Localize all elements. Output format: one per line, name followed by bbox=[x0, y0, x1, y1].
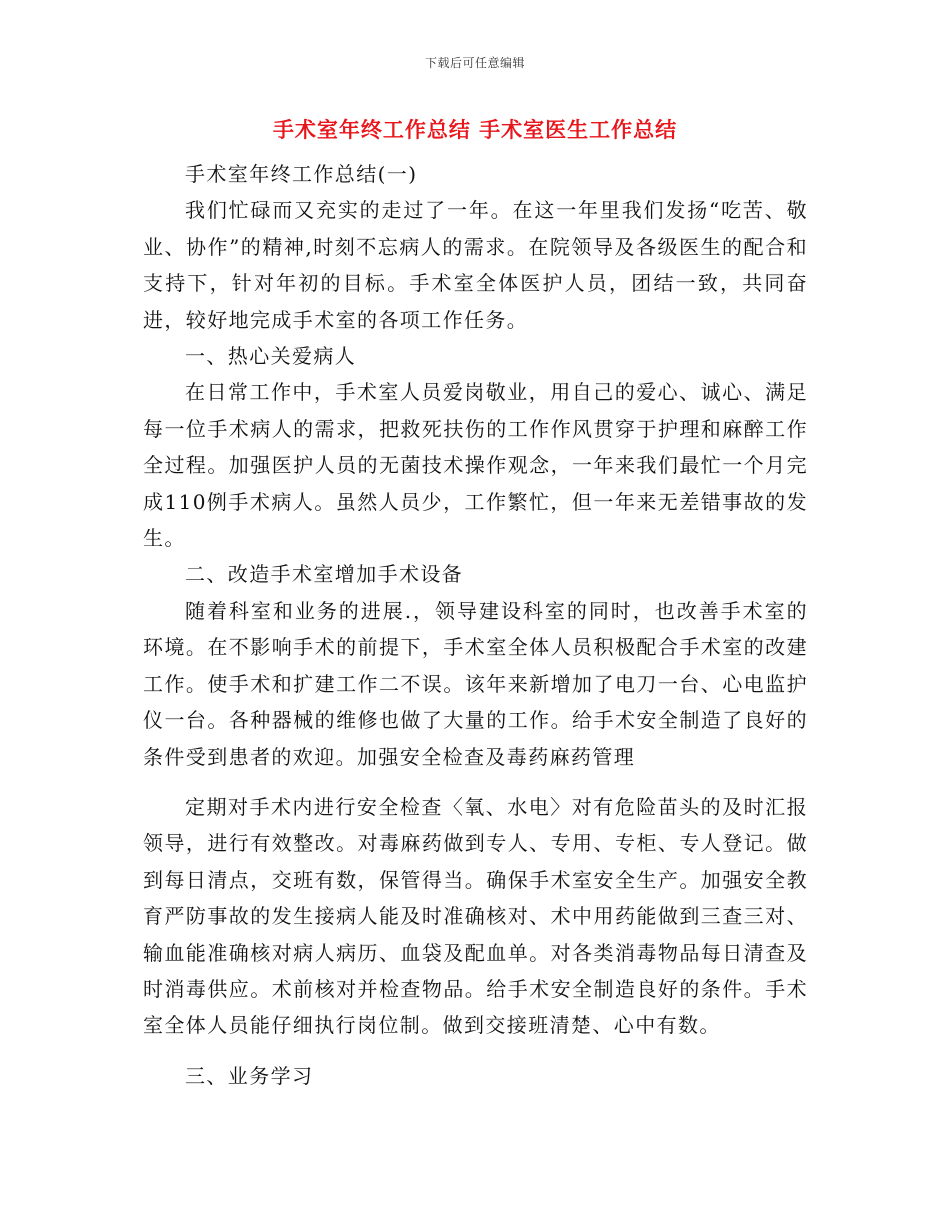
section-heading-2: 二、改造手术室增加手术设备 bbox=[185, 562, 464, 587]
document-body bbox=[143, 156, 808, 1094]
paragraph-equipment: 随着科室和业务的进展.，领导建设科室的同时，也改善手术室的环境。在不影响手术的前提下，手术室全体人员积极配合手术室的改建工作。使手术和扩建工作二不误。该年来新增加了电刀一台、心电监护仪一台。各种器械的维修也做了大量的工作。给手术安全制造了良好的条件受到患者的欢迎。加强安全检查及毒药麻药管理 bbox=[143, 598, 808, 769]
paragraph-intro: 我们忙碌而又充实的走过了一年。在这一年里我们发扬“吃苦、敬业、协作”的精神,时刻不忘病人的需求。在院领导及各级医生的配合和支持下，针对年初的目标。手术室全体医护人员，团结一致，共同奋进，较好地完成手术室的各项工作任务。 bbox=[143, 198, 808, 332]
section-heading-1: 一、热心关爱病人 bbox=[185, 344, 357, 369]
paragraph-care: 在日常工作中，手术室人员爱岗敬业，用自己的爱心、诚心、满足每一位手术病人的需求，把救死扶伤的工作作风贯穿于护理和麻醉工作全过程。加强医护人员的无菌技术操作观念，一年来我们最忙一个月完成110例手术病人。虽然人员少，工作繁忙，但一年来无差错事故的发生。 bbox=[143, 380, 808, 551]
header-note: 下载后可任意编辑 bbox=[424, 56, 525, 70]
paragraph-safety: 定期对手术内进行安全检查〈氧、水电〉对有危险苗头的及时汇报领导，进行有效整改。对毒麻药做到专人、专用、专柜、专人登记。做到每日清点，交班有数，保管得当。确保手术室安全生产。加强安全教育严防事故的发生接病人能及时准确核对、术中用药能做到三查三对、输血能准确核对病人病历、血袋及配血单。对各类消毒物品每日清查及时消毒供应。术前核对并检查物品。给手术安全制造良好的条件。手术室全体人员能仔细执行岗位制。做到交接班清楚、心中有数。 bbox=[143, 794, 808, 1038]
section-subtitle: 手术室年终工作总结(一) bbox=[185, 162, 418, 186]
document-title: 手术室年终工作总结 手术室医生工作总结 bbox=[272, 117, 678, 142]
section-heading-3: 三、业务学习 bbox=[185, 1063, 314, 1088]
